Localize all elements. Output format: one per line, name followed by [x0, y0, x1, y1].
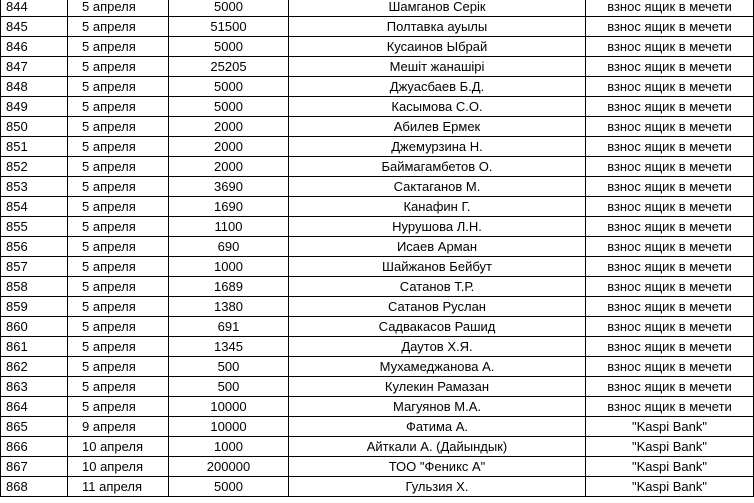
table-row [1, 457, 754, 477]
amount-cell[interactable]: 500 [169, 357, 289, 377]
note-cell[interactable]: взнос ящик в мечети [586, 97, 754, 117]
table-row [1, 337, 754, 357]
donor-name-cell[interactable]: Сатанов Т.Р. [289, 277, 586, 297]
note-cell[interactable]: взнос ящик в мечети [586, 197, 754, 217]
date-cell[interactable]: 5 апреля [68, 277, 169, 297]
date-cell[interactable]: 5 апреля [68, 117, 169, 137]
table-row [1, 477, 754, 497]
amount-cell[interactable]: 5000 [169, 0, 289, 17]
date-cell[interactable]: 10 апреля [68, 457, 169, 477]
note-cell[interactable]: взнос ящик в мечети [586, 157, 754, 177]
date-cell[interactable]: 5 апреля [68, 257, 169, 277]
table-row [1, 177, 754, 197]
amount-cell[interactable]: 5000 [169, 77, 289, 97]
note-cell[interactable]: взнос ящик в мечети [586, 277, 754, 297]
donor-name-cell[interactable]: Гульзия Х. [289, 477, 586, 497]
table-row [1, 17, 754, 37]
row-number-cell[interactable]: 863 [1, 377, 68, 397]
amount-cell[interactable]: 5000 [169, 97, 289, 117]
row-number-cell[interactable]: 856 [1, 237, 68, 257]
note-cell[interactable]: взнос ящик в мечети [586, 177, 754, 197]
note-cell[interactable]: взнос ящик в мечети [586, 337, 754, 357]
amount-cell[interactable]: 10000 [169, 397, 289, 417]
table-row [1, 0, 754, 17]
date-cell[interactable]: 5 апреля [68, 377, 169, 397]
row-number-cell[interactable]: 859 [1, 297, 68, 317]
amount-cell[interactable]: 1380 [169, 297, 289, 317]
date-cell[interactable]: 11 апреля [68, 477, 169, 497]
amount-cell[interactable]: 10000 [169, 417, 289, 437]
note-cell[interactable]: взнос ящик в мечети [586, 397, 754, 417]
note-cell[interactable]: взнос ящик в мечети [586, 317, 754, 337]
row-number-cell[interactable]: 868 [1, 477, 68, 497]
table-row [1, 317, 754, 337]
row-number-cell[interactable]: 847 [1, 57, 68, 77]
donor-name-cell[interactable]: Айткали А. (Дайындык) [289, 437, 586, 457]
note-cell[interactable]: взнос ящик в мечети [586, 297, 754, 317]
table-body [1, 0, 754, 497]
donor-name-cell[interactable]: Канафин Г. [289, 197, 586, 217]
donor-name-cell[interactable]: Шайжанов Бейбут [289, 257, 586, 277]
date-cell[interactable]: 5 апреля [68, 17, 169, 37]
date-cell[interactable]: 5 апреля [68, 217, 169, 237]
note-cell[interactable]: взнос ящик в мечети [586, 77, 754, 97]
note-cell[interactable]: взнос ящик в мечети [586, 137, 754, 157]
note-cell[interactable]: "Kaspi Bank" [586, 437, 754, 457]
date-cell[interactable]: 5 апреля [68, 137, 169, 157]
row-number-cell[interactable]: 851 [1, 137, 68, 157]
donor-name-cell[interactable]: Полтавка ауылы [289, 17, 586, 37]
donor-name-cell[interactable]: Кулекин Рамазан [289, 377, 586, 397]
table-row [1, 197, 754, 217]
table-row [1, 397, 754, 417]
amount-cell[interactable]: 5000 [169, 37, 289, 57]
row-number-cell[interactable]: 858 [1, 277, 68, 297]
donor-name-cell[interactable]: Фатима А. [289, 417, 586, 437]
table-row [1, 277, 754, 297]
date-cell[interactable]: 5 апреля [68, 37, 169, 57]
amount-cell[interactable]: 25205 [169, 57, 289, 77]
donor-name-cell[interactable]: Абилев Ермек [289, 117, 586, 137]
date-cell[interactable]: 10 апреля [68, 437, 169, 457]
note-cell[interactable]: взнос ящик в мечети [586, 0, 754, 17]
row-number-cell[interactable]: 853 [1, 177, 68, 197]
note-cell[interactable]: взнос ящик в мечети [586, 237, 754, 257]
amount-cell[interactable]: 2000 [169, 137, 289, 157]
date-cell[interactable]: 5 апреля [68, 197, 169, 217]
amount-cell[interactable]: 1000 [169, 257, 289, 277]
date-cell[interactable]: 5 апреля [68, 237, 169, 257]
date-cell[interactable]: 5 апреля [68, 177, 169, 197]
amount-cell[interactable]: 690 [169, 237, 289, 257]
note-cell[interactable]: "Kaspi Bank" [586, 477, 754, 497]
row-number-cell[interactable]: 857 [1, 257, 68, 277]
row-number-cell[interactable]: 850 [1, 117, 68, 137]
table-row [1, 77, 754, 97]
row-number-cell[interactable]: 862 [1, 357, 68, 377]
date-cell[interactable]: 5 апреля [68, 97, 169, 117]
table-row [1, 297, 754, 317]
row-number-cell[interactable]: 860 [1, 317, 68, 337]
date-cell[interactable]: 5 апреля [68, 317, 169, 337]
table-row [1, 437, 754, 457]
table-row [1, 357, 754, 377]
donor-name-cell[interactable]: Садвакасов Рашид [289, 317, 586, 337]
row-number-cell[interactable]: 845 [1, 17, 68, 37]
donor-name-cell[interactable]: Сатанов Руслан [289, 297, 586, 317]
row-number-cell[interactable]: 846 [1, 37, 68, 57]
note-cell[interactable]: взнос ящик в мечети [586, 37, 754, 57]
note-cell[interactable]: взнос ящик в мечети [586, 357, 754, 377]
donor-name-cell[interactable]: Касымова С.О. [289, 97, 586, 117]
donor-name-cell[interactable]: Кусаинов Ыбрай [289, 37, 586, 57]
row-number-cell[interactable]: 849 [1, 97, 68, 117]
row-number-cell[interactable]: 852 [1, 157, 68, 177]
note-cell[interactable]: "Kaspi Bank" [586, 417, 754, 437]
donor-name-cell[interactable]: Джуасбаев Б.Д. [289, 77, 586, 97]
note-cell[interactable]: взнос ящик в мечети [586, 217, 754, 237]
table-row [1, 377, 754, 397]
date-cell[interactable]: 9 апреля [68, 417, 169, 437]
donor-name-cell[interactable]: Сактаганов М. [289, 177, 586, 197]
date-cell[interactable]: 5 апреля [68, 157, 169, 177]
donor-name-cell[interactable]: Мухамеджанова А. [289, 357, 586, 377]
table-row [1, 37, 754, 57]
donor-name-cell[interactable]: Магуянов М.А. [289, 397, 586, 417]
amount-cell[interactable]: 1100 [169, 217, 289, 237]
note-cell[interactable]: взнос ящик в мечети [586, 17, 754, 37]
note-cell[interactable]: "Kaspi Bank" [586, 457, 754, 477]
donor-name-cell[interactable]: Шамганов Серік [289, 0, 586, 17]
table-row [1, 57, 754, 77]
date-cell[interactable]: 5 апреля [68, 77, 169, 97]
amount-cell[interactable]: 1000 [169, 437, 289, 457]
row-number-cell[interactable]: 861 [1, 337, 68, 357]
row-number-cell[interactable]: 848 [1, 77, 68, 97]
table-row [1, 117, 754, 137]
amount-cell[interactable]: 1689 [169, 277, 289, 297]
date-cell[interactable]: 5 апреля [68, 337, 169, 357]
row-number-cell[interactable]: 855 [1, 217, 68, 237]
row-number-cell[interactable]: 866 [1, 437, 68, 457]
note-cell[interactable]: взнос ящик в мечети [586, 377, 754, 397]
note-cell[interactable]: взнос ящик в мечети [586, 257, 754, 277]
row-number-cell[interactable]: 854 [1, 197, 68, 217]
donor-name-cell[interactable]: Джемурзина Н. [289, 137, 586, 157]
table-row [1, 257, 754, 277]
date-cell[interactable]: 5 апреля [68, 357, 169, 377]
amount-cell[interactable]: 5000 [169, 477, 289, 497]
donor-name-cell[interactable]: Баймагамбетов О. [289, 157, 586, 177]
note-cell[interactable]: взнос ящик в мечети [586, 117, 754, 137]
row-number-cell[interactable]: 865 [1, 417, 68, 437]
donor-name-cell[interactable]: Исаев Арман [289, 237, 586, 257]
amount-cell[interactable]: 1345 [169, 337, 289, 357]
table-row [1, 417, 754, 437]
table-row [1, 157, 754, 177]
row-number-cell[interactable]: 867 [1, 457, 68, 477]
note-cell[interactable]: взнос ящик в мечети [586, 57, 754, 77]
row-number-cell[interactable]: 844 [1, 0, 68, 17]
table-row [1, 137, 754, 157]
amount-cell[interactable]: 500 [169, 377, 289, 397]
donor-name-cell[interactable]: ТОО "Феникс А" [289, 457, 586, 477]
date-cell[interactable]: 5 апреля [68, 397, 169, 417]
table-row [1, 237, 754, 257]
table-row [1, 217, 754, 237]
amount-cell[interactable]: 51500 [169, 17, 289, 37]
date-cell[interactable]: 5 апреля [68, 57, 169, 77]
donor-name-cell[interactable]: Нурушова Л.Н. [289, 217, 586, 237]
date-cell[interactable]: 5 апреля [68, 0, 169, 17]
row-number-cell[interactable]: 864 [1, 397, 68, 417]
donor-name-cell[interactable]: Даутов Х.Я. [289, 337, 586, 357]
date-cell[interactable]: 5 апреля [68, 297, 169, 317]
table-row [1, 97, 754, 117]
amount-cell[interactable]: 691 [169, 317, 289, 337]
amount-cell[interactable]: 1690 [169, 197, 289, 217]
amount-cell[interactable]: 200000 [169, 457, 289, 477]
amount-cell[interactable]: 3690 [169, 177, 289, 197]
amount-cell[interactable]: 2000 [169, 117, 289, 137]
donor-name-cell[interactable]: Мешіт жанашірі [289, 57, 586, 77]
amount-cell[interactable]: 2000 [169, 157, 289, 177]
